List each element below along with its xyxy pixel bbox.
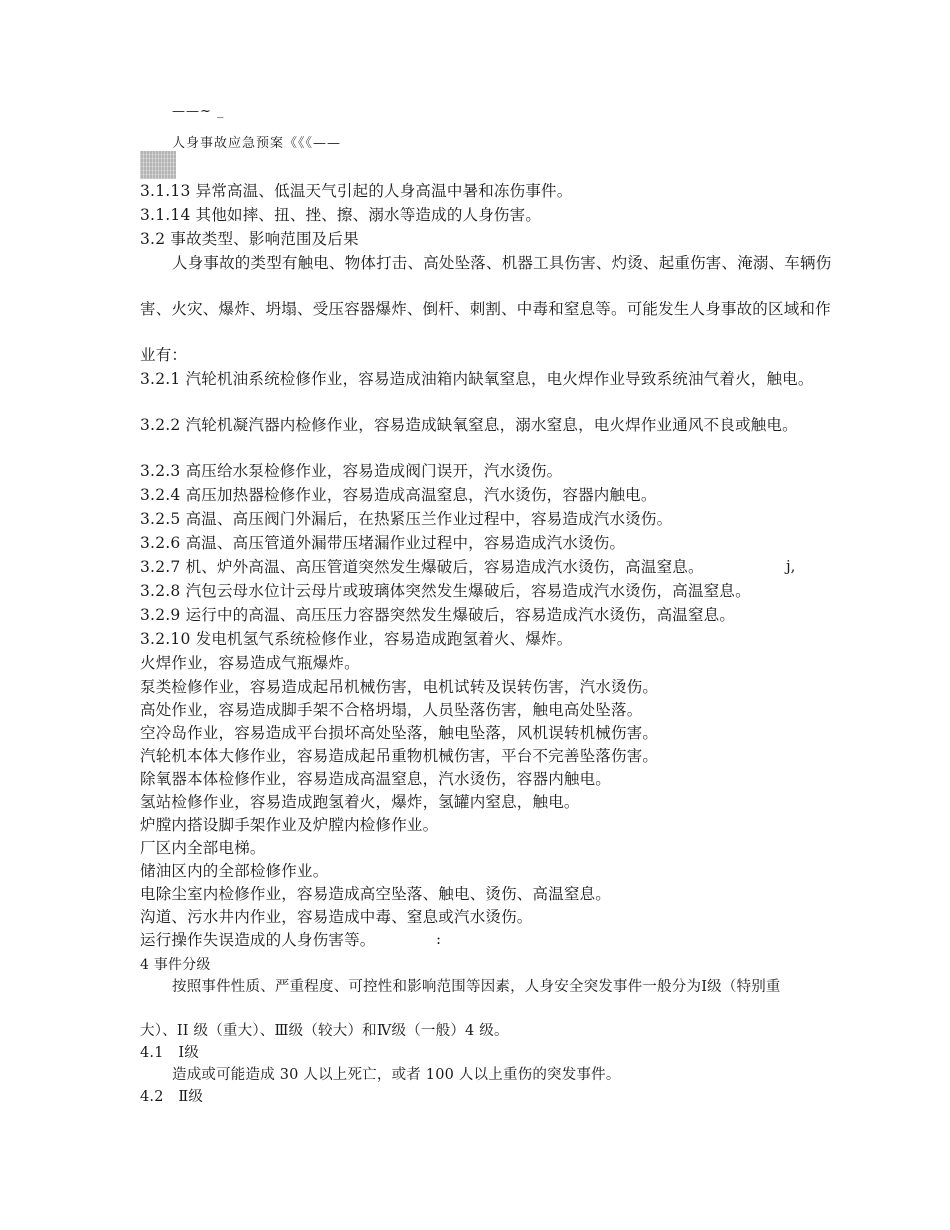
page-header-title: 人身事故应急预案《《《—— <box>172 136 342 151</box>
body-line: 3.2.10 发电机氢气系统检修作业，容易造成跑氢着火、爆炸。 <box>140 630 573 648</box>
list-item: 火焊作业，容易造成气瓶爆炸。 <box>140 654 360 672</box>
stray-mark: : <box>436 930 442 948</box>
list-item: 高处作业，容易造成脚手架不合格坍塌，人员坠落伤害，触电高处坠落。 <box>140 701 643 719</box>
body-line: 害、火灾、爆炸、坍塌、受压容器爆炸、倒杆、刺割、中毒和窒息等。可能发生人身事故的区域和作 <box>140 300 831 318</box>
body-line: 3.2.4 高压加热器检修作业，容易造成高温窒息，汽水烫伤，容器内触电。 <box>140 486 657 504</box>
list-item: 储油区内的全部检修作业。 <box>140 862 329 880</box>
section-heading: 4 事件分级 <box>140 957 211 973</box>
section-heading: 3.2 事故类型、影响范围及后果 <box>140 230 359 248</box>
body-line: 3.2.2 汽轮机凝汽器内检修作业，容易造成缺氧窒息，溺水窒息，电火焊作业通风不良或触电。 <box>140 416 798 434</box>
body-line: 造成或可能造成 30 人以上死亡，或者 100 人以上重伤的突发事件。 <box>172 1067 621 1083</box>
body-line: 3.2.6 高温、高压管道外漏带压堵漏作业过程中，容易造成汽水烫伤。 <box>140 534 626 552</box>
body-line: 3.2.8 汽包云母水位计云母片或玻璃体突然发生爆破后，容易造成汽水烫伤，高温窒息。 <box>140 582 751 600</box>
body-line: 3.2.3 高压给水泵检修作业，容易造成阀门误开，汽水烫伤。 <box>140 462 563 480</box>
list-item: 炉膛内搭设脚手架作业及炉膛内检修作业。 <box>140 816 439 834</box>
list-item: 空冷岛作业，容易造成平台损坏高处坠落，触电坠落，风机误转机械伤害。 <box>140 724 659 742</box>
list-item: 运行操作失误造成的人身伤害等。 <box>140 931 376 949</box>
body-line: 业有： <box>140 346 188 364</box>
stray-mark: j, <box>786 557 796 575</box>
list-item: 电除尘室内检修作业，容易造成高空坠落、触电、烫伤、高温窒息。 <box>140 885 612 903</box>
body-line: 大）、II 级（重大）、Ⅲ级（较大）和Ⅳ级（一般）4 级。 <box>140 1023 509 1039</box>
subsection-heading: 4.2 Ⅱ级 <box>140 1089 204 1105</box>
list-item: 除氧器本体检修作业，容易造成高温窒息，汽水烫伤，容器内触电。 <box>140 770 612 788</box>
header-mark: ——~ _ <box>172 104 225 119</box>
list-item: 厂区内全部电梯。 <box>140 839 266 857</box>
body-line: 3.2.1 汽轮机油系统检修作业，容易造成油箱内缺氧窒息，电火焊作业导致系统油气着火，触电。 <box>140 370 814 388</box>
body-line: 人身事故的类型有触电、物体打击、高处坠落、机器工具伤害、灼烫、起重伤害、淹溺、车辆伤 <box>172 254 832 272</box>
subsection-heading: 4.1 Ⅰ级 <box>140 1045 199 1061</box>
list-item: 泵类检修作业，容易造成起吊机械伤害，电机试转及误转伤害，汽水烫伤。 <box>140 678 659 696</box>
body-line: 3.2.5 高温、高压阀门外漏后，在热紧压兰作业过程中，容易造成汽水烫伤。 <box>140 510 673 528</box>
body-line: 3.2.7 机、炉外高温、高压管道突然发生爆破后，容易造成汽水烫伤，高温窒息。 <box>140 558 704 576</box>
body-line: 3.1.14 其他如摔、扭、挫、擦、溺水等造成的人身伤害。 <box>140 206 542 224</box>
body-line: 按照事件性质、严重程度、可控性和影响范围等因素，人身安全突发事件一般分为Ⅰ级（特别重 <box>172 979 781 995</box>
seal-image <box>140 151 176 179</box>
body-line: 3.1.13 异常高温、低温天气引起的人身高温中暑和冻伤事件。 <box>140 182 573 200</box>
list-item: 沟道、污水井内作业，容易造成中毒、窒息或汽水烫伤。 <box>140 908 533 926</box>
list-item: 氢站检修作业，容易造成跑氢着火，爆炸，氢罐内窒息，触电。 <box>140 793 580 811</box>
body-line: 3.2.9 运行中的高温、高压压力容器突然发生爆破后，容易造成汽水烫伤，高温窒息。 <box>140 606 736 624</box>
list-item: 汽轮机本体大修作业，容易造成起吊重物机械伤害，平台不完善坠落伤害。 <box>140 747 659 765</box>
